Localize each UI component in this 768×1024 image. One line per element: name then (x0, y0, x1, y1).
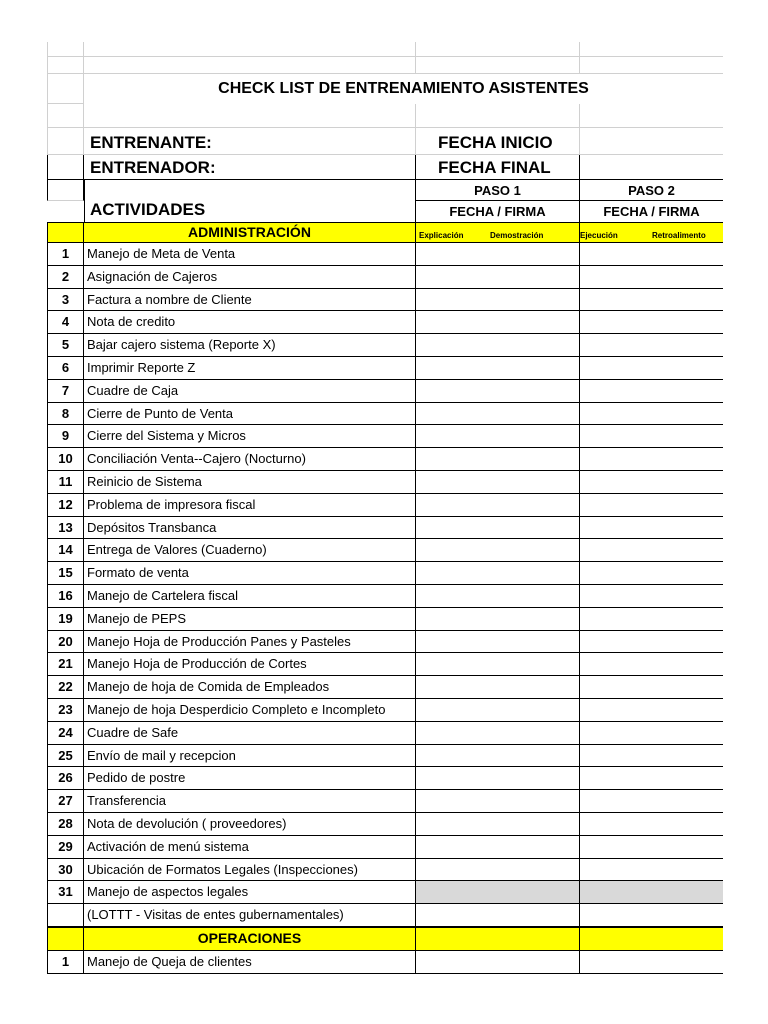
paso2-cell[interactable] (579, 380, 723, 403)
entrenador-label: ENTRENADOR: (84, 155, 415, 180)
row-number: 11 (47, 471, 84, 494)
table-row (47, 722, 723, 745)
paso2-cell[interactable] (579, 631, 723, 654)
activity-label: Manejo de PEPS (84, 608, 415, 631)
paso1-cell[interactable] (415, 653, 579, 676)
paso2-cell[interactable] (579, 243, 723, 266)
paso1-cell[interactable] (415, 425, 579, 448)
activity-label: Cierre del Sistema y Micros (84, 425, 415, 448)
subheader-retroalimento: Retroalimento (652, 231, 706, 240)
page-title: CHECK LIST DE ENTRENAMIENTO ASISTENTES (218, 80, 589, 97)
paso1-cell[interactable] (415, 813, 579, 836)
paso1-cell[interactable] (415, 471, 579, 494)
paso1-cell[interactable] (415, 243, 579, 266)
activity-label: Ubicación de Formatos Legales (Inspecciones) (84, 859, 415, 882)
paso2-cell[interactable] (579, 608, 723, 631)
row-number: 7 (47, 380, 84, 403)
activity-label: Manejo de Queja de clientes (84, 951, 415, 974)
activity-label: Manejo de hoja Desperdicio Completo e Incompleto (84, 699, 415, 722)
row-number: 28 (47, 813, 84, 836)
table-row (47, 813, 723, 836)
fecha-firma-1: FECHA / FIRMA (415, 201, 579, 222)
row-number: 16 (47, 585, 84, 608)
paso2-cell[interactable] (579, 653, 723, 676)
activity-label: Reinicio de Sistema (84, 471, 415, 494)
paso1-label: PASO 1 (415, 180, 579, 201)
table-row (47, 745, 723, 768)
activity-label: Nota de credito (84, 311, 415, 334)
paso2-cell[interactable] (579, 813, 723, 836)
fecha-inicio-value[interactable] (579, 128, 723, 155)
paso2-cell[interactable] (579, 562, 723, 585)
paso1-cell[interactable] (415, 494, 579, 517)
row-number: 14 (47, 539, 84, 562)
entrenante-row (47, 128, 723, 155)
paso2-cell[interactable] (579, 676, 723, 699)
paso2-cell[interactable] (579, 881, 723, 904)
activity-label: Factura a nombre de Cliente (84, 289, 415, 312)
paso1-cell[interactable] (415, 357, 579, 380)
row-number: 22 (47, 676, 84, 699)
paso2-cell[interactable] (579, 266, 723, 289)
entrenador-row (47, 155, 723, 180)
row-number: 9 (47, 425, 84, 448)
activity-label: Activación de menú sistema (84, 836, 415, 859)
activity-label: Problema de impresora fiscal (84, 494, 415, 517)
table-row (47, 539, 723, 562)
activity-label: Depósitos Transbanca (84, 517, 415, 540)
paso2-cell[interactable] (579, 448, 723, 471)
table-row (47, 767, 723, 790)
paso1-cell[interactable] (415, 334, 579, 357)
fecha-final-label: FECHA FINAL (415, 155, 579, 180)
table-row (47, 881, 723, 904)
paso2-cell[interactable] (579, 494, 723, 517)
section-title: ADMINISTRACIÓN (188, 224, 311, 240)
paso2-cell[interactable] (579, 425, 723, 448)
section-title: OPERACIONES (197, 930, 302, 946)
paso1-cell[interactable] (415, 585, 579, 608)
table-row (47, 562, 723, 585)
blank-row (47, 57, 723, 74)
paso1-cell[interactable] (415, 745, 579, 768)
activity-label: Nota de devolución ( proveedores) (84, 813, 415, 836)
paso2-cell[interactable] (579, 951, 723, 974)
paso1-cell[interactable] (415, 790, 579, 813)
activity-label: Bajar cajero sistema (Reporte X) (84, 334, 415, 357)
paso2-cell[interactable] (579, 471, 723, 494)
activity-label: Imprimir Reporte Z (84, 357, 415, 380)
row-number: 6 (47, 357, 84, 380)
paso2-label: PASO 2 (579, 180, 723, 201)
table-row (47, 425, 723, 448)
activity-label: Envío de mail y recepcion (84, 745, 415, 768)
paso1-cell[interactable] (415, 266, 579, 289)
table-row (47, 357, 723, 380)
activity-label: Cuadre de Safe (84, 722, 415, 745)
row-number: 13 (47, 517, 84, 540)
activity-label: (LOTTT - Visitas de entes gubernamentales) (84, 904, 415, 927)
paso2-cell[interactable] (579, 745, 723, 768)
paso1-cell[interactable] (415, 311, 579, 334)
activity-label: Transferencia (84, 790, 415, 813)
fecha-inicio-label: FECHA INICIO (415, 128, 579, 155)
row-number: 5 (47, 334, 84, 357)
paso1-cell[interactable] (415, 517, 579, 540)
paso2-cell[interactable] (579, 403, 723, 426)
table-row (47, 380, 723, 403)
section-administracion (47, 222, 723, 243)
paso2-cell[interactable] (579, 904, 723, 927)
row-number: 26 (47, 767, 84, 790)
table-row (47, 243, 723, 266)
paso1-cell[interactable] (415, 539, 579, 562)
row-number: 10 (47, 448, 84, 471)
activity-label: Cuadre de Caja (84, 380, 415, 403)
row-number: 25 (47, 745, 84, 768)
row-number: 19 (47, 608, 84, 631)
subheader-explicacion: Explicación (419, 231, 464, 240)
fecha-firma-2: FECHA / FIRMA (579, 201, 723, 222)
row-number: 30 (47, 859, 84, 882)
paso2-cell[interactable] (579, 790, 723, 813)
table-row (47, 790, 723, 813)
row-number: 8 (47, 403, 84, 426)
blank-row (47, 104, 723, 128)
entrenante-label: ENTRENANTE: (84, 128, 415, 155)
paso2-cell[interactable] (579, 722, 723, 745)
activity-label: Formato de venta (84, 562, 415, 585)
row-number: 3 (47, 289, 84, 312)
row-number: 23 (47, 699, 84, 722)
row-number: 29 (47, 836, 84, 859)
row-number: 31 (47, 881, 84, 904)
table-row (47, 266, 723, 289)
table-row (47, 585, 723, 608)
activity-label: Manejo de Meta de Venta (84, 243, 415, 266)
table-row (47, 289, 723, 312)
activity-label: Manejo de hoja de Comida de Empleados (84, 676, 415, 699)
row-number: 21 (47, 653, 84, 676)
table-row (47, 836, 723, 859)
paso2-cell[interactable] (579, 836, 723, 859)
row-number: 12 (47, 494, 84, 517)
row-number: 27 (47, 790, 84, 813)
paso1-cell[interactable] (415, 836, 579, 859)
section-operaciones (47, 927, 723, 951)
paso2-cell[interactable] (579, 585, 723, 608)
table-row (47, 951, 723, 974)
table-row (47, 631, 723, 654)
table-row (47, 904, 723, 927)
subheader-ejecucion: Ejecución (580, 231, 618, 240)
paso1-cell[interactable] (415, 562, 579, 585)
row-number: 1 (47, 243, 84, 266)
paso1-cell[interactable] (415, 951, 579, 974)
activity-label: Cierre de Punto de Venta (84, 403, 415, 426)
table-row (47, 676, 723, 699)
paso1-cell[interactable] (415, 631, 579, 654)
activity-label: Manejo de aspectos legales (84, 881, 415, 904)
subheader-demostracion: Demostración (490, 231, 544, 240)
table-row (47, 403, 723, 426)
fecha-final-value[interactable] (579, 155, 723, 180)
actividades-label: ACTIVIDADES (90, 200, 206, 219)
table-row (47, 494, 723, 517)
row-number (47, 904, 84, 927)
row-number: 15 (47, 562, 84, 585)
paso1-cell[interactable] (415, 881, 579, 904)
activity-label: Conciliación Venta--Cajero (Nocturno) (84, 448, 415, 471)
activity-label: Pedido de postre (84, 767, 415, 790)
paso2-cell[interactable] (579, 311, 723, 334)
paso1-cell[interactable] (415, 289, 579, 312)
table-row (47, 334, 723, 357)
table-row (47, 471, 723, 494)
table-row (47, 517, 723, 540)
paso1-cell[interactable] (415, 859, 579, 882)
row-number: 1 (47, 951, 84, 974)
activity-label: Manejo Hoja de Producción Panes y Pasteles (84, 631, 415, 654)
paso1-cell[interactable] (415, 904, 579, 927)
activity-label: Entrega de Valores (Cuaderno) (84, 539, 415, 562)
paso1-cell[interactable] (415, 722, 579, 745)
table-row (47, 859, 723, 882)
paso2-cell[interactable] (579, 699, 723, 722)
paso2-cell[interactable] (579, 767, 723, 790)
title-row (47, 74, 723, 104)
paso2-cell[interactable] (579, 357, 723, 380)
table-row (47, 608, 723, 631)
blank-row (47, 42, 723, 57)
paso1-cell[interactable] (415, 676, 579, 699)
paso1-cell[interactable] (415, 699, 579, 722)
paso1-cell[interactable] (415, 448, 579, 471)
paso1-cell[interactable] (415, 403, 579, 426)
table-row (47, 311, 723, 334)
paso1-cell[interactable] (415, 767, 579, 790)
row-number: 2 (47, 266, 84, 289)
activity-label: Manejo de Cartelera fiscal (84, 585, 415, 608)
paso2-cell[interactable] (579, 539, 723, 562)
paso2-cell[interactable] (579, 517, 723, 540)
paso1-cell[interactable] (415, 380, 579, 403)
table-row (47, 653, 723, 676)
row-number: 20 (47, 631, 84, 654)
paso1-cell[interactable] (415, 608, 579, 631)
paso2-cell[interactable] (579, 334, 723, 357)
paso2-cell[interactable] (579, 289, 723, 312)
activity-label: Asignación de Cajeros (84, 266, 415, 289)
row-number: 4 (47, 311, 84, 334)
paso2-cell[interactable] (579, 859, 723, 882)
activity-label: Manejo Hoja de Producción de Cortes (84, 653, 415, 676)
actividades-header-row (47, 180, 723, 222)
row-number: 24 (47, 722, 84, 745)
table-row (47, 448, 723, 471)
table-row (47, 699, 723, 722)
